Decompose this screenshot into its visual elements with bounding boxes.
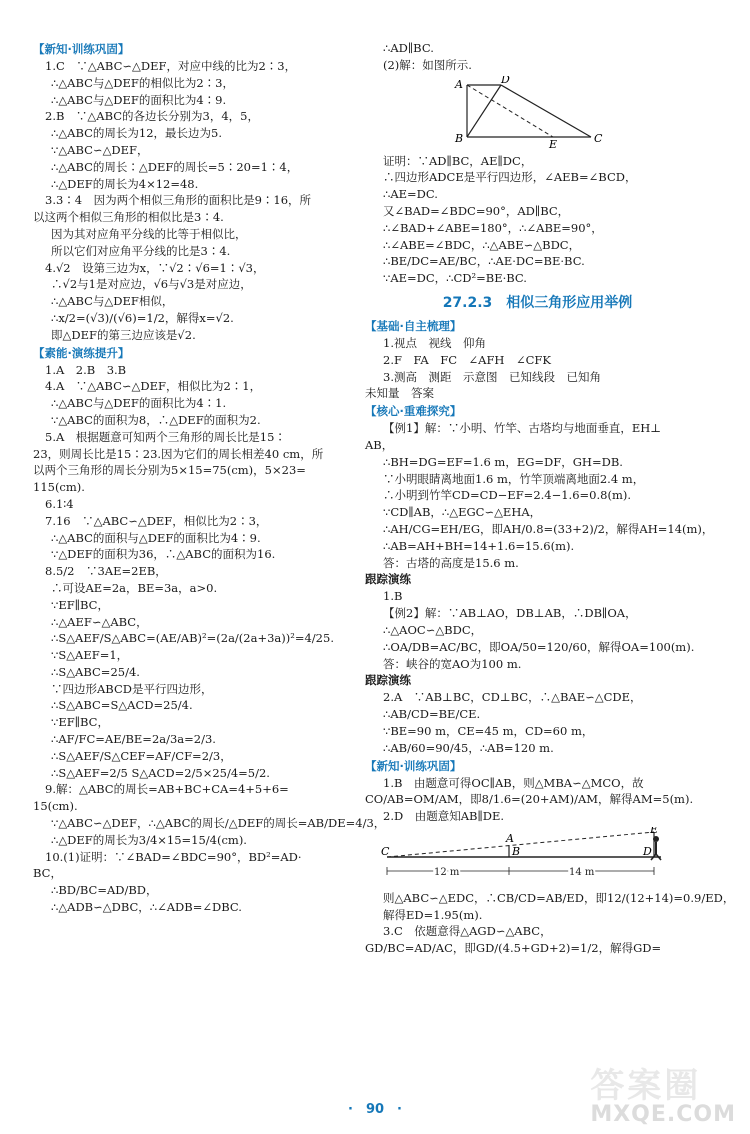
text-line: ∴BH=DG=EF=1.6 m，EG=DF，GH=DB.: [383, 454, 623, 469]
text-line: 即△DEF的第三边应该是√2.: [51, 327, 196, 342]
text-line: ∴AD∥BC.: [383, 41, 434, 55]
text-line: 2.D 由题意知AB∥DE.: [383, 809, 505, 824]
text-line: 23，则周长比是15∶23.因为它们的周长相差40 cm，所: [33, 446, 324, 461]
text-line: ∴△ADB∽△DBC，∴∠ADB=∠DBC.: [51, 900, 242, 915]
text-line: ∴△ABC的周长∶△DEF的周长=5∶20=1∶4，: [51, 159, 299, 174]
text-line: ∵AE=DC，∴CD²=BE·BC.: [383, 271, 527, 286]
text-line: ∵△DEF的面积为36，∴△ABC的面积为16.: [51, 547, 276, 562]
text-line: ∴△DEF的周长为3/4×15=15/4(cm).: [51, 832, 247, 847]
text-line: 2.A ∵AB⊥BC，CD⊥BC，∴△BAE∽△CDE，: [383, 690, 642, 705]
text-line: ∴S△AEF/S△CEF=AF/CF=2/3，: [51, 748, 232, 763]
text-line: ∴x/2=(√3)/(√6)=1/2，解得x=√2.: [51, 310, 234, 325]
section-header: 【核心·重难探究】: [365, 404, 462, 419]
text-line: BC，: [33, 866, 62, 881]
text-line: ∵△ABC的面积为8，∴△DEF的面积为2.: [51, 412, 261, 427]
text-line: ∵CD∥AB，∴△EGC∽△EHA，: [383, 505, 542, 520]
text-line: 解得ED=1.95(m).: [383, 907, 483, 922]
text-line: 15(cm).: [33, 799, 78, 814]
segment-12m: 12 m: [434, 866, 460, 878]
text-line: GD/BC=AD/AC，即GD/(4.5+GD+2)=1/2，解得GD=: [365, 941, 662, 956]
text-line: ∴BE/DC=AE/BC，∴AE·DC=BE·BC.: [383, 254, 585, 269]
text-line: ∴△ABC的面积与△DEF的面积比为4∶9.: [51, 530, 261, 545]
text-line: 9.解：△ABC的周长=AB+BC+CA=4+5+6=: [45, 782, 289, 797]
watermark: [590, 1068, 736, 1126]
label-C2: C: [381, 844, 390, 858]
text-line: ∴小明到竹竿CD=CD−EF=2.4−1.6=0.8(m).: [383, 488, 631, 503]
text-line: ∴S△AEF=2/5 S△ACD=2/5×25/4=5/2.: [51, 765, 270, 780]
text-line: 2.F FA FC ∠AFH ∠CFK: [383, 352, 551, 367]
segment-14m: 14 m: [569, 866, 595, 878]
text-line: ∴OA/DB=AC/BC，即OA/50=120/60，解得OA=100(m).: [383, 639, 695, 654]
text-line: 答：峡谷的宽AO为100 m.: [383, 656, 522, 671]
section-title: 27.2.3 相似三角形应用举例: [442, 294, 633, 311]
label-E: E: [549, 137, 558, 148]
text-line: ∴S△ABC=S△ACD=25/4.: [51, 698, 193, 713]
text-line: 115(cm).: [33, 480, 85, 495]
text-line: 1.视点 视线 仰角: [383, 335, 486, 350]
text-line: ∴△DEF的周长为4×12=48.: [51, 176, 199, 191]
text-line: 则△ABC∽△EDC，∴CB/CD=AB/ED，即12/(12+14)=0.9/ED，: [383, 890, 735, 905]
text-line: AB，: [365, 437, 394, 452]
text-line: 【例2】解：∵AB⊥AO，DB⊥AB，∴DB∥OA，: [383, 606, 637, 621]
right-bottom-block: [365, 317, 714, 825]
text-line: ∵EF∥BC，: [51, 715, 109, 730]
shadow-figure: [379, 827, 679, 885]
text-line: ∵BE=90 m，CE=45 m，CD=60 m，: [383, 723, 594, 738]
text-line: ∴AF/FC=AE/BE=2a/3a=2/3.: [51, 732, 216, 747]
text-line: CO/AB=OM/AM，即8/1.6=(20+AM)/AM，解得AM=5(m).: [365, 792, 694, 807]
parallelogram-figure: [453, 76, 603, 148]
text-line: 【例1】解：∵小明、竹竿、古塔均与地面垂直，EH⊥: [383, 421, 662, 436]
right-column: [365, 40, 735, 957]
text-line: ∵△ABC∽△DEF，∴△ABC的周长/△DEF的周长=AB/DE=4/3，: [51, 816, 386, 831]
subheading: 跟踪演练: [365, 673, 411, 688]
label-E2: E: [650, 826, 659, 836]
text-line: 6.1∶4: [45, 496, 74, 511]
text-line: ∴△ABC的周长为12，最长边为5.: [51, 126, 223, 141]
text-line: 3.测高 测距 示意图 已知线段 已知角: [383, 369, 601, 384]
text-line: 证明：∵AD∥BC，AE∥DC，: [383, 153, 533, 168]
text-line: 4.√2 设第三边为x，∵√2∶√6=1∶√3，: [45, 260, 265, 275]
text-line: ∵△ABC∽△DEF，: [51, 142, 149, 157]
text-line: 未知量 答案: [365, 386, 434, 401]
text-line: 所以它们对应角平分线的比是3∶4.: [51, 243, 231, 258]
text-line: ∴可设AE=2a，BE=3a，a>0.: [51, 580, 218, 595]
text-line: ∴AB/60=90/45，∴AB=120 m.: [383, 740, 554, 755]
text-line: ∴AB/CD=BE/CE.: [383, 707, 481, 722]
section-header: 【新知·训练巩固】: [33, 42, 130, 56]
text-line: 3.3∶4 因为两个相似三角形的面积比是9∶16，所: [45, 193, 312, 208]
label-A2: A: [506, 831, 514, 845]
section-header: 【素能·演练提升】: [33, 345, 130, 360]
text-line: 7.16 ∵△ABC∽△DEF，相似比为2∶3，: [45, 513, 268, 528]
text-line: ∴△ABC与△DEF相似，: [51, 294, 174, 309]
text-line: ∴BD/BC=AD/BD，: [51, 883, 158, 898]
right-mid-block: [365, 153, 710, 287]
text-line: ∵四边形ABCD是平行四边形，: [51, 681, 213, 696]
watermark-url: MXQE.COM: [590, 1102, 736, 1127]
text-line: (2)解：如图所示.: [383, 57, 472, 72]
text-line: 2.B ∵△ABC的各边长分别为3，4，5，: [45, 109, 259, 124]
text-line: ∴AE=DC.: [383, 187, 438, 202]
text-line: ∴△ABC与△DEF的面积比为4∶9.: [51, 92, 227, 107]
text-line: ∵S△AEF=1，: [51, 648, 129, 663]
text-line: ∴∠ABE=∠BDC，∴△ABE∽△BDC，: [383, 237, 581, 252]
section-header: 【新知·训练巩固】: [365, 758, 462, 773]
label-B: B: [455, 131, 464, 145]
text-line: ∴△ABC与△DEF的相似比为2∶3，: [51, 75, 234, 90]
text-line: 以两个三角形的周长分别为5×15=75(cm)，5×23=: [33, 463, 306, 478]
text-line: ∴四边形ADCE是平行四边形，∠AEB=∠BCD，: [383, 170, 637, 185]
text-line: 1.B: [383, 589, 403, 604]
text-line: 10.(1)证明：∵∠BAD=∠BDC=90°，BD²=AD·: [45, 849, 302, 864]
text-line: ∴∠BAD+∠ABE=180°，∴∠ABE=90°，: [383, 220, 603, 235]
left-column: [33, 40, 386, 916]
text-line: ∴△AOC∽△BDC，: [383, 622, 483, 637]
text-line: 3.C 依题意得△AGD∽△ABC，: [383, 924, 552, 939]
label-B2: B: [512, 844, 521, 858]
text-line: ∴√2与1是对应边，√6与√3是对应边，: [51, 277, 252, 292]
text-line: ∴AH/CG=EH/EG，即AH/0.8=(33+2)/2，解得AH=14(m)，: [383, 521, 714, 536]
text-line: ∵小明眼睛离地面1.6 m，竹竿顶端离地面2.4 m，: [383, 471, 645, 486]
right-end-block: [365, 890, 735, 957]
watermark-logo: 答案圈: [590, 1066, 702, 1106]
text-line: ∵EF∥BC，: [51, 597, 109, 612]
text-line: 1.A 2.B 3.B: [45, 362, 127, 377]
section-header: 【基础·自主梳理】: [365, 318, 462, 333]
page-number: · 90 ·: [348, 1102, 402, 1117]
text-line: ∴S△ABC=25/4.: [51, 664, 140, 679]
text-line: 5.A 根据题意可知两个三角形的周长比是15∶: [45, 429, 286, 444]
right-top-block: [365, 40, 710, 74]
text-line: 4.A ∵△ABC∽△DEF，相似比为2∶1，: [45, 379, 262, 394]
subheading: 跟踪演练: [365, 572, 411, 587]
text-line: ∴△AEF∽△ABC，: [51, 614, 148, 629]
label-A: A: [455, 77, 463, 91]
text-line: 8.5/2 ∵3AE=2EB，: [45, 564, 167, 579]
text-line: 答：古塔的高度是15.6 m.: [383, 555, 519, 570]
text-line: ∴AB=AH+BH=14+1.6=15.6(m).: [383, 538, 575, 553]
text-line: ∴△ABC与△DEF的面积比为4∶1.: [51, 396, 227, 411]
text-line: 1.B 由题意可得OC∥AB，则△MBA∽△MCO，故: [383, 775, 644, 790]
text-line: 1.C ∵△ABC∽△DEF，对应中线的比为2∶3，: [45, 59, 297, 73]
text-line: 又∠BAD=∠BDC=90°，AD∥BC，: [383, 203, 570, 218]
text-line: ∴S△AEF/S△ABC=(AE/AB)²=(2a/(2a+3a))²=4/25.: [51, 631, 334, 646]
label-D2: D: [643, 844, 652, 858]
label-D: D: [501, 75, 510, 86]
text-line: 因为其对应角平分线的比等于相似比，: [51, 226, 247, 241]
label-C: C: [594, 131, 603, 145]
text-line: 以这两个相似三角形的相似比是3∶4.: [33, 210, 224, 225]
